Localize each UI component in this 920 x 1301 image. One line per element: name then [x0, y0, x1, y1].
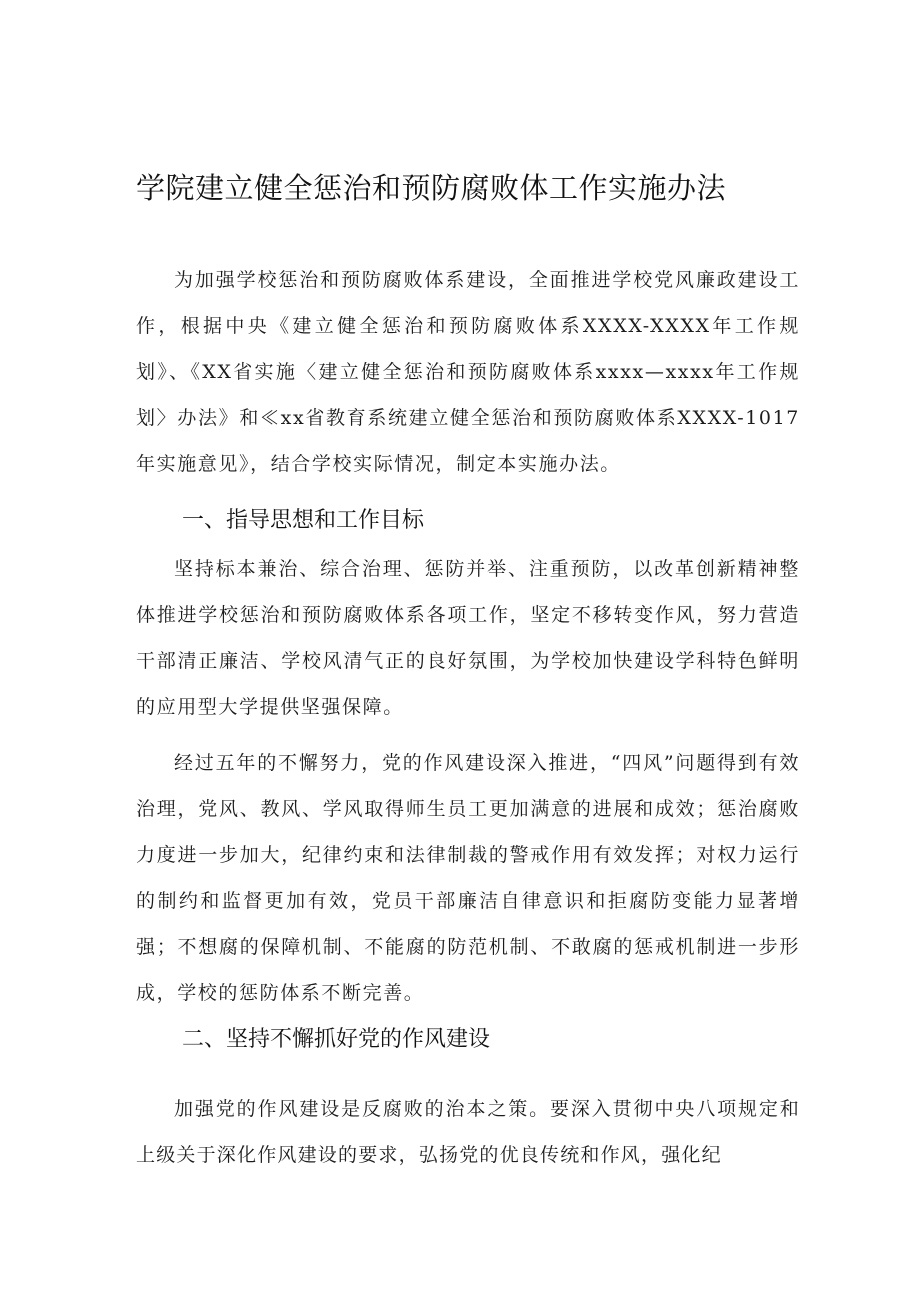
guiding-principle-paragraph: 坚持标本兼治、综合治理、惩防并举、注重预防，以改革创新精神整体推进学校惩治和预防腐败体系各项工作，坚定不移转变作风，努力营造干部清正廉洁、学校风清气正的良好氛围，为学校加快建设学科特色鲜明的应用型大学提供坚强保障。	[136, 558, 800, 718]
work-style-paragraph: 加强党的作风建设是反腐败的治本之策。要深入贯彻中央八项规定和上级关于深化作风建设的要求，弘扬党的优良传统和作风，强化纪	[136, 1098, 800, 1166]
work-goal-paragraph: 经过五年的不懈努力，党的作风建设深入推进，“四风”问题得到有效治理，党风、教风、学风取得师生员工更加满意的进展和成效；惩治腐败力度进一步加大，纪律约束和法律制裁的警戒作用有效发挥；对权力运行的制约和监督更加有效，党员干部廉洁自律意识和拒腐防变能力显著增强；不想腐的保障机制、不能腐的防范机制、不敢腐的惩戒机制进一步形成，学校的惩防体系不断完善。	[136, 752, 800, 1004]
section-heading-2: 二、坚持不懈抓好党的作风建设	[182, 1027, 491, 1052]
document-title: 学院建立健全惩治和预防腐败体工作实施办法	[136, 171, 727, 205]
intro-paragraph: 为加强学校惩治和预防腐败体系建设，全面推进学校党风廉政建设工作，根据中央《建立健全惩治和预防腐败体系XXXX-XXXX年工作规划》、《XX省实施〈建立健全惩治和预防腐败体系xxxx—xxxx年工作规划〉办法》和≪xx省教育系统建立健全惩治和预防腐败体系XXXX-1017年实施意见》，结合学校实际情况，制定本实施办法。	[136, 269, 800, 475]
section-heading-1: 一、指导思想和工作目标	[182, 508, 425, 533]
